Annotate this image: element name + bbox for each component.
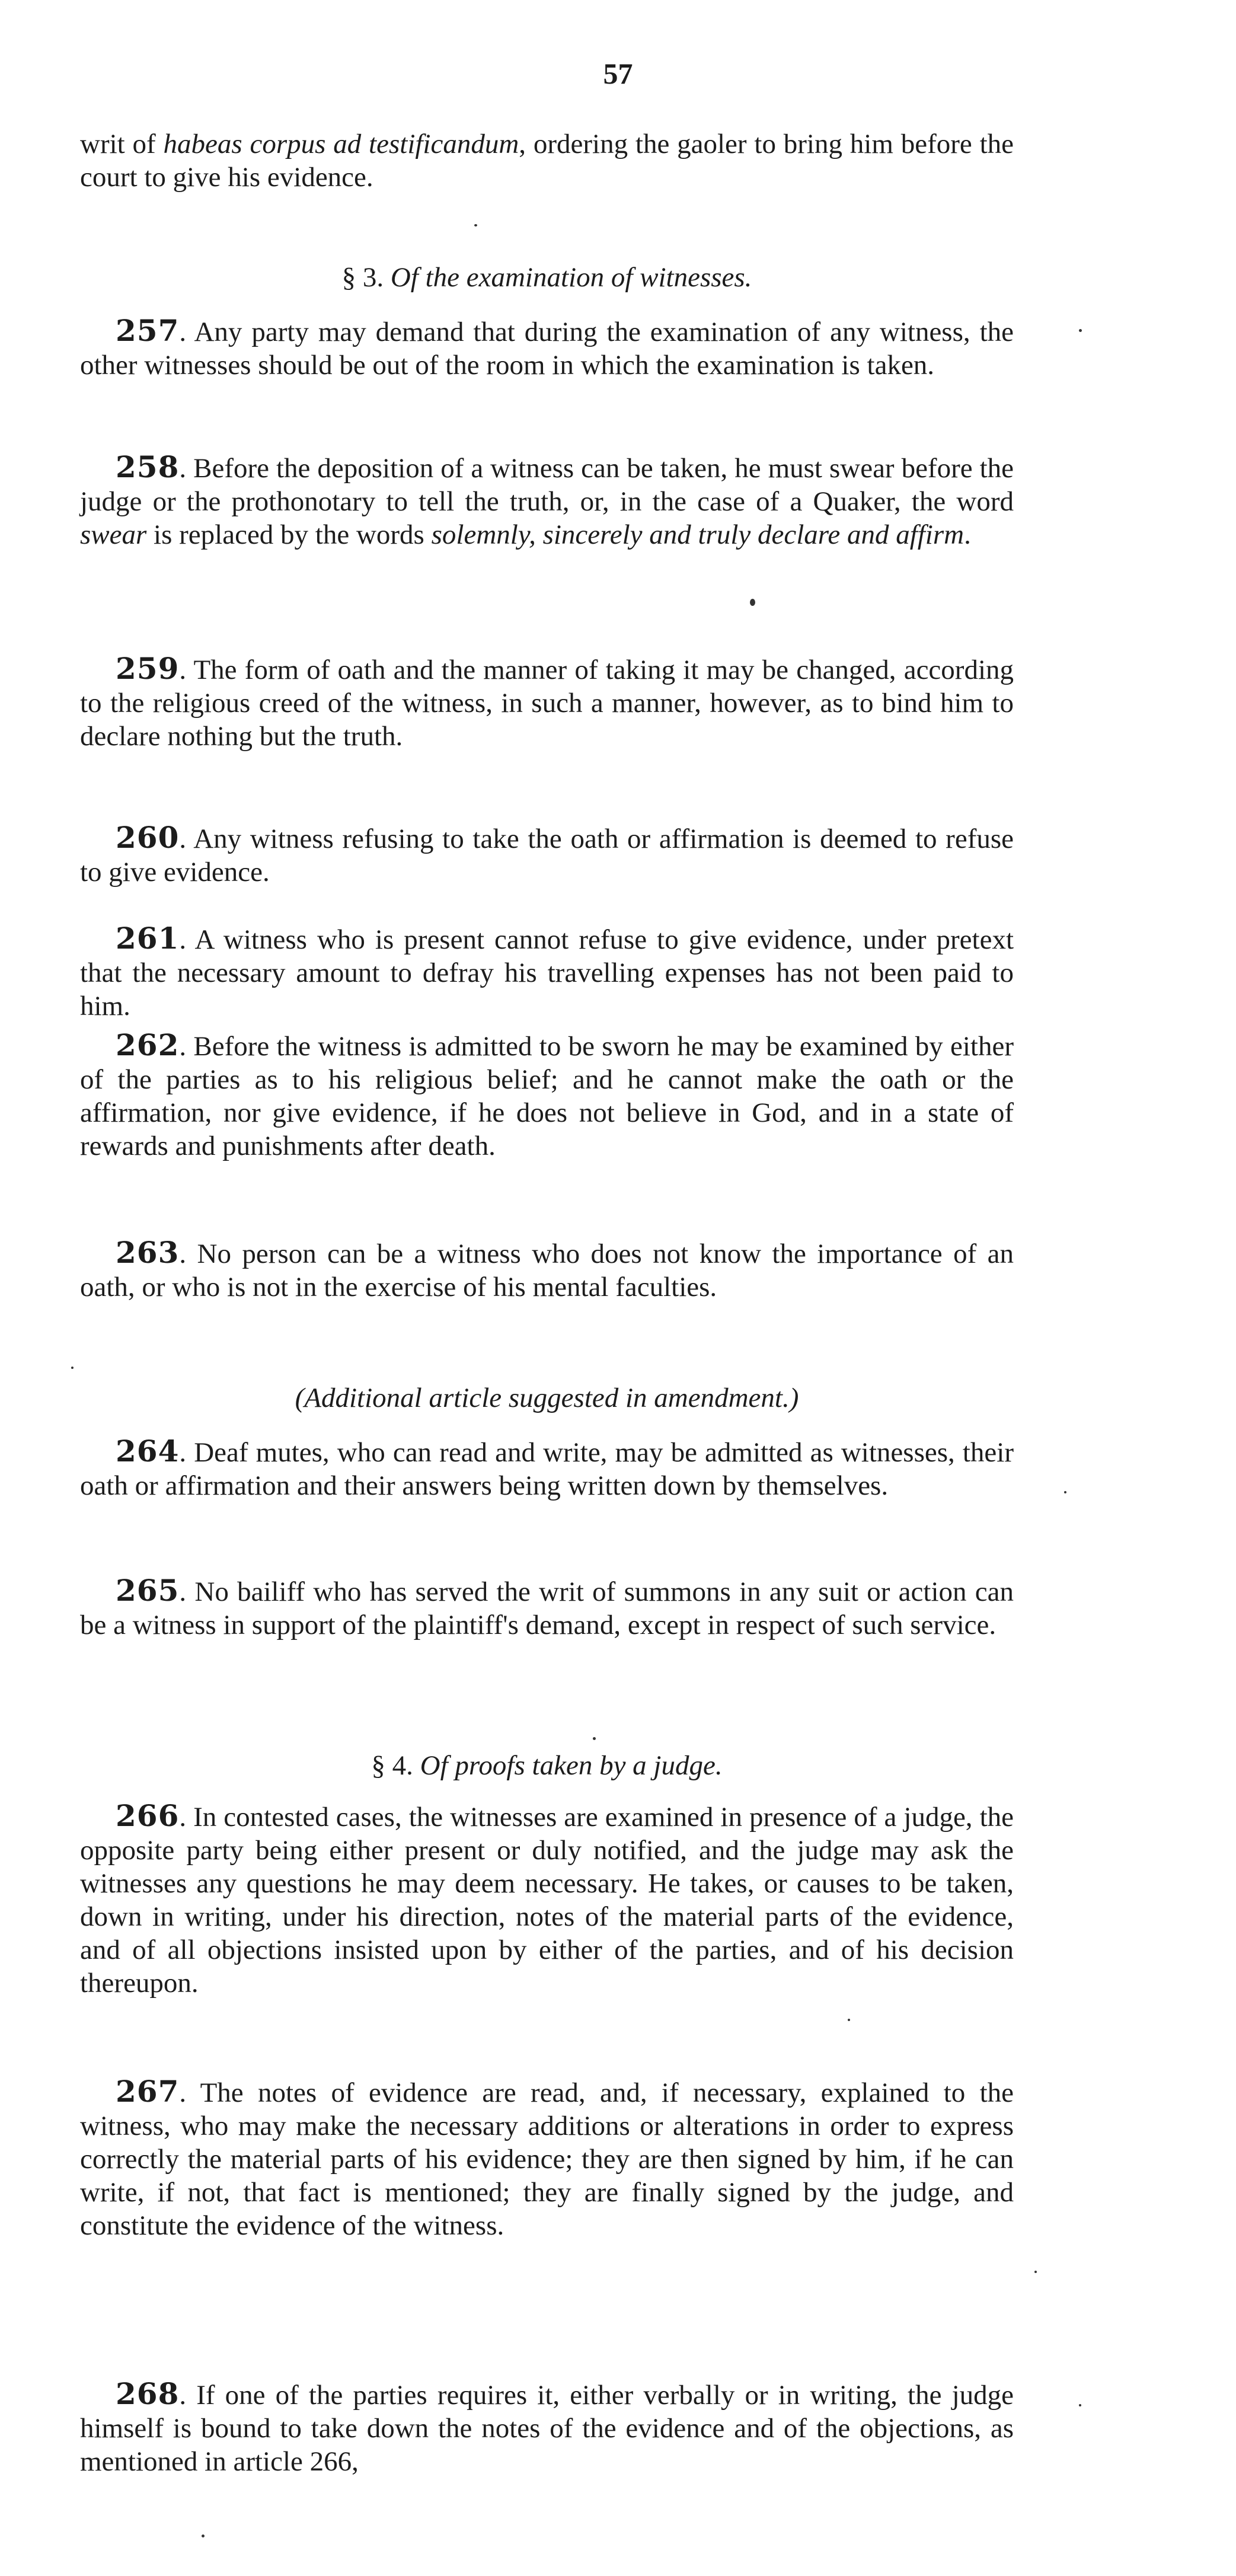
print-speck xyxy=(750,599,755,606)
article-text: . Any witness refusing to take the oath or affirmation is deemed to refuse to give evidence. xyxy=(80,823,1014,888)
article-text: . The notes of evidence are read, and, if necessary, explained to the witness, who may make the necessary additions or alterations in order to express correctly the material parts of his evidence; they are then signed by him, if he can write, if not, that fact is mentioned; they are finally signed by the judge, and constitute the evidence of the witness. xyxy=(80,2077,1014,2241)
article-number: 257 xyxy=(116,313,180,348)
italic-word: swear xyxy=(80,519,147,550)
article-text: . In contested cases, the witnesses are examined in presence of a judge, the opposite party being either present or duly notified, and the judge may ask the witnesses any questions he may deem necessary. He takes, or causes to be taken, down in writing, under his direction, notes of the material parts of the evidence, and of all objections insisted upon by either of the parties, and of his decision thereupon. xyxy=(80,1802,1014,1999)
article-text: . Any party may demand that during the examination of any witness, the other witnesses should be out of the room in which the examination is taken. xyxy=(80,317,1014,381)
article-259 xyxy=(80,652,1014,753)
section-4-heading xyxy=(80,1749,1014,1782)
print-speck xyxy=(1064,1491,1066,1493)
article-number: 265 xyxy=(116,1573,180,1608)
continuation-text-end: , ordering the gaoler to bring him before the court to give his evidence. xyxy=(80,129,1014,193)
article-number: 262 xyxy=(116,1027,180,1062)
article-text: . If one of the parties requires it, either verbally or in writing, the judge himself is bound to take down the notes of the evidence and of the objections, as mentioned in article 266, xyxy=(80,2380,1014,2477)
article-number: 258 xyxy=(116,449,180,484)
additional-article-heading xyxy=(80,1381,1014,1415)
article-number: 259 xyxy=(116,651,180,686)
article-266 xyxy=(80,1799,1014,2000)
article-number: 264 xyxy=(116,1434,180,1469)
section-mark: § 3. xyxy=(341,262,391,293)
article-text: . No person can be a witness who does not know the importance of an oath, or who is not in the exercise of his mental faculties. xyxy=(80,1238,1014,1303)
article-text: . No bailiff who has served the writ of summons in any suit or action can be a witness in support of the plaintiff's demand, except in respect of such service. xyxy=(80,1576,1014,1640)
print-speck xyxy=(1034,2271,1037,2273)
print-speck xyxy=(593,1737,596,1740)
article-263 xyxy=(80,1236,1014,1304)
section-title: Of proofs taken by a judge. xyxy=(420,1750,723,1781)
print-speck xyxy=(1079,2404,1081,2406)
article-257 xyxy=(80,314,1014,382)
article-text-end: . xyxy=(964,519,971,550)
article-number: 266 xyxy=(116,1798,180,1833)
print-speck xyxy=(202,2534,205,2537)
article-258 xyxy=(80,451,1014,551)
article-264 xyxy=(80,1435,1014,1502)
article-text: . Before the deposition of a witness can be taken, he must swear before the judge or the prothonotary to tell the truth, or, in the case of a Quaker, the word xyxy=(80,453,1014,517)
article-text: . Deaf mutes, who can read and write, may be admitted as witnesses, their oath or affirmation and their answers being written down by themselves. xyxy=(80,1437,1014,1501)
print-speck xyxy=(474,224,477,226)
article-268 xyxy=(80,2377,1014,2478)
article-text-mid: is replaced by the words xyxy=(146,519,432,550)
section-mark: § 4. xyxy=(371,1750,420,1781)
article-260 xyxy=(80,821,1014,889)
article-number: 263 xyxy=(116,1235,180,1270)
page-number: 57 xyxy=(603,57,633,90)
section-3-heading xyxy=(80,261,1014,294)
article-text: . The form of oath and the manner of taking it may be changed, according to the religious creed of the witness, in such a manner, however, as to bind him to declare nothing but the truth. xyxy=(80,655,1014,752)
article-text: . Before the witness is admitted to be sworn he may be examined by either of the parties as to his religious belief; and he cannot make the oath or the affirmation, nor give evidence, if he does not believe in God, and in a state of rewards and punishments after death. xyxy=(80,1031,1014,1161)
writ-name: habeas corpus ad testificandum xyxy=(163,129,519,159)
continuation-text: writ of xyxy=(80,129,164,159)
article-number: 267 xyxy=(116,2074,180,2109)
article-number: 268 xyxy=(116,2376,180,2411)
print-speck xyxy=(71,1367,74,1369)
article-262 xyxy=(80,1029,1014,1163)
section-title: Of the examination of witnesses. xyxy=(390,262,752,293)
additional-heading-text: (Additional article suggested in amendment.) xyxy=(295,1383,799,1413)
article-267 xyxy=(80,2075,1014,2242)
continuation-paragraph xyxy=(80,127,1014,194)
article-261 xyxy=(80,922,1014,1023)
print-speck xyxy=(1079,329,1082,332)
article-number: 261 xyxy=(116,921,180,956)
italic-phrase: solemnly, sincerely and truly declare and affirm xyxy=(431,519,964,550)
article-265 xyxy=(80,1574,1014,1642)
print-speck xyxy=(848,2019,850,2021)
article-number: 260 xyxy=(116,820,180,855)
article-text: . A witness who is present cannot refuse to give evidence, under pretext that the necessary amount to defray his travelling expenses has not been paid to him. xyxy=(80,924,1014,1022)
